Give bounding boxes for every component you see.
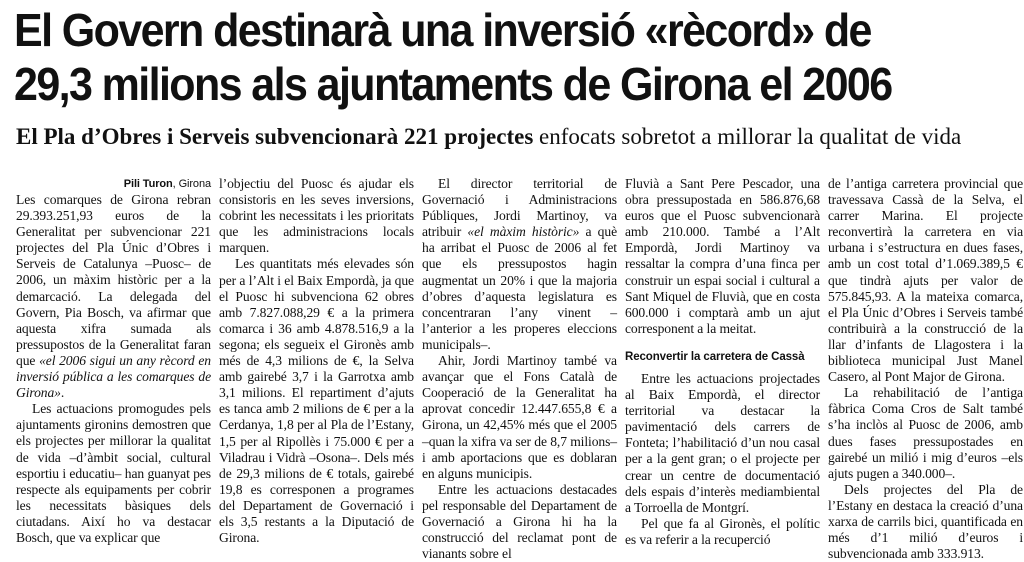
paragraph: Dels projectes del Pla de l’Estany en destaca la creació d’una xarxa de carrils bici, quantificada en més d’1 milió d’euros i subvencionada amb 333.913. — [828, 481, 1023, 562]
article-column-5 — [828, 176, 1023, 562]
paragraph: Les quantitats més elevades són per a l’Alt i el Baix Empordà, ja que el Puosc hi subvenciona 62 obres amb 7.827.088,29 € a la primera comarca i 36 amb 4.878.516,9 a la segona; els segueix el Gironès amb més de 4,3 milions de €, la Selva amb gairebé 3,7 i la Garrotxa amb 3,1 milions. El repartiment d’ajuts es tanca amb 2 milions de € per a la Cerdanya, 1,8 per al Pla de l’Estany, 1,5 per al Ripollès i 75.000 € per a Viladrau i Vidrà –Osona–. Dels més de 29,3 milions de € totals, gairebé 19,8 es corresponen a programes del Departament de Governació i els 3,5 restants a la Diputació de Girona. — [219, 256, 414, 546]
subheadline-rest: enfocats sobretot a millorar la qualitat de vida — [533, 124, 962, 149]
headline-line-2: 29,3 milions als ajuntaments de Girona el 2006 — [14, 59, 892, 111]
paragraph-text: a què ha arribat el Puosc de 2006 al fet que els pressupostos hagin augmentat un 20% i que la majoria d’obres d’aquesta legislatura es concentraran l’any vinent –l’anterior a les properes eleccions municipals–. — [422, 224, 617, 352]
paragraph: Entre les actuacions destacades pel responsable del Departament de Governació a Girona hi ha la construcció del reclamat pont de vianants sobre el — [422, 481, 617, 562]
article-column-4 — [625, 176, 820, 548]
paragraph-text: Les comarques de Girona rebran 29.393.251,93 euros de la Generalitat per subvencionar 221 projectes del Pla Únic d’Obres i Serveis de Catalunya –Puosc– de 2006, un màxim històric per a la demarcació. La delegada del Govern, Pia Bosch, va afirmar que aquesta xifra sumada als pressupostos de la Generalitat faran que — [16, 192, 211, 368]
paragraph-text: . — [60, 385, 65, 401]
headline — [14, 4, 1014, 112]
paragraph: La rehabilitació de l’antiga fàbrica Coma Cros de Salt també s’ha inclòs al Puosc de 2006, amb dues fases pressupostades en gairebé un milió i mig d’euros –els ajuts pugen a 340.000–. — [828, 385, 1023, 481]
section-heading: Reconvertir la carretera de Cassà — [625, 350, 805, 363]
article-column-2 — [219, 176, 414, 546]
quote: «el màxim històric» — [467, 224, 580, 240]
article-column-1 — [16, 176, 211, 546]
headline-line-1: El Govern destinarà una inversió «rècord» de — [14, 5, 871, 57]
subheadline-bold: El Pla d’Obres i Serveis subvencionarà 221 projectes — [16, 124, 534, 149]
paragraph: Les actuacions promogudes pels ajuntaments gironins demostren que els projectes per millorar la qualitat de vida –d’àmbit social, cultural esportiu i educatiu– han guanyat pes respecte als equipaments per cobrir les necessitats bàsiques dels ciutadans. Així ho va destacar Bosch, que va explicar que — [16, 401, 211, 545]
paragraph — [422, 176, 617, 353]
paragraph: Pel que fa al Gironès, el polític es va referir a la recuperció — [625, 515, 820, 547]
paragraph: Entre les actuacions projectades al Baix Empordà, el director territorial va destacar la pavimentació dels carrers de Fonteta; l’habilitació d’un nou casal per a la gent gran; o el projecte per crear un centre de documentació dels espais d’interès mediambiental a Torroella de Montgrí. — [625, 370, 820, 515]
paragraph: Ahir, Jordi Martinoy també va avançar que el Fons Català de Cooperació de la Generalitat ha aprovat concedir 12.447.655,8 € a Girona, un 42,45% més que el 2005 –quan la xifra va ser de 8,7 milions– i amb aportacions que es doblaran en alguns municipis. — [422, 353, 617, 481]
byline-place: , Girona — [172, 178, 211, 190]
subheadline — [16, 123, 1016, 151]
byline — [16, 176, 211, 192]
article-column-3 — [422, 176, 617, 562]
paragraph: de l’antiga carretera provincial que travessava Cassà de la Selva, el carrer Marina. El projecte reconvertirà la carretera en via urbana i s’estructura en dues fases, amb un cost total d’1.069.389,5 € que tindrà ajuts per valor de 575.845,93. A la mateixa comarca, el Pla Únic d’Obres i Serveis també contribuirà a la construcció de la llar d’infants de Llagostera i la biblioteca municipal Just Manel Casero, al Pont Major de Girona. — [828, 176, 1023, 385]
paragraph: Fluvià a Sant Pere Pescador, una obra pressupostada en 586.876,68 euros que el Puosc subvencionarà amb 210.000. També a l’Alt Empordà, Jordi Martinoy va ressaltar la compra d’una finca per construir un espai social i cultural a Sant Miquel de Fluvià, que en costa 600.000 i comptarà amb un ajut corresponent a la meitat. — [625, 176, 820, 336]
quote: «el 2006 sigui un any rècord en inversió pública a les comarques de Girona» — [16, 352, 211, 401]
paragraph: l’objectiu del Puosc és ajudar els consistoris en les seves inversions, cobrint les necessitats i les prioritats que les administracions locals marquen. — [219, 176, 414, 256]
byline-author: Pili Turon — [123, 178, 173, 190]
paragraph-text: El director territorial de Governació i Administracions Públiques, Jordi Martinoy, va atribuir — [422, 176, 617, 240]
paragraph — [16, 192, 211, 401]
